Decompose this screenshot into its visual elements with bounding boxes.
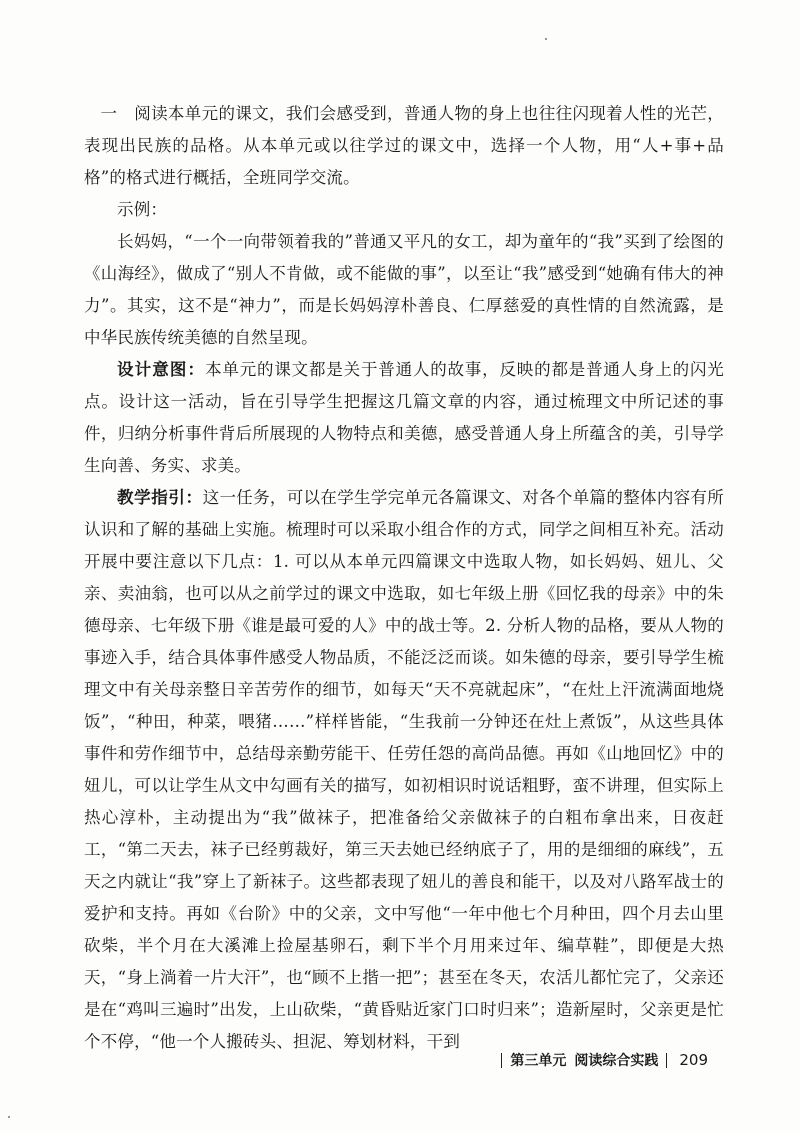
page-footer	[493, 1050, 708, 1070]
task-text: 一 阅读本单元的课文，我们会感受到，普通人物的身上也往往闪现着人性的光芒，表现出民族的品格。从本单元或以往学过的课文中，选择一个人物，用“人+事+品格”的格式进行概括，全班同学交流。	[84, 104, 724, 187]
example-text: 长妈妈，“一个一向带领着我的”普通又平凡的女工，却为童年的“我”买到了绘图的《山海经》，做成了“别人不肯做，或不能做的事”，以至让“我”感受到“她确有伟大的神力”。其实，这不是“神力”，而是长妈妈淳朴善良、仁厚慈爱的真性情的自然流露，是中华民族传统美德的自然呈现。	[84, 232, 724, 347]
task-paragraph	[84, 98, 724, 194]
guide-text: 这一任务，可以在学生学完单元各篇课文、对各个单篇的整体内容有所认识和了解的基础上实施。梳理时可以采取小组合作的方式，同学之间相互补充。活动开展中要注意以下几点：1. 可以从本单元四篇课文中选取人物，如长妈妈、妞儿、父亲、卖油翁，也可以从之前学过的课文中选取，如七年级上册《回忆我的母亲》中的朱德母亲、七年级下册《谁是最可爱的人》中的战士等。2. 分析人物的品格，要从人物的事迹入手，结合具体事件感受人物品质，不能泛泛而谈。如朱德的母亲，要引导学生梳理文中有关母亲整日辛苦劳作的细节，如每天“天不亮就起床”，“在灶上汗流满面地烧饭”，“种田，种菜，喂猪……”样样皆能，“生我前一分钟还在灶上煮饭”，从这些具体事件和劳作细节中，总结母亲勤劳能干、任劳任怨的高尚品德。再如《山地回忆》中的妞儿，可以让学生从文中勾画有关的描写，如初相识时说话粗野，蛮不讲理，但实际上热心淳朴，主动提出为“我”做袜子，把准备给父亲做袜子的白粗布拿出来，日夜赶工，“第二天去，袜子已经剪裁好，第三天去她已经纳底子了，用的是细细的麻线”，五天之内就让“我”穿上了新袜子。这些都表现了妞儿的善良和能干，以及对八路军战士的爱护和支持。再如《台阶》中的父亲，文中写他“一年中他七个月种田，四个月去山里砍柴，半个月在大溪滩上捡屋基卵石，剩下半个月用来过年、编草鞋”，即便是大热天，“身上淌着一片大汗”，也“顾不上揩一把”；甚至在冬天，农活儿都忙完了，父亲还是在“鸡叫三遍时”出发，上山砍柴，“黄昏贴近家门口时归来”；造新屋时，父亲更是忙个不停，“他一个人搬砖头、担泥、筹划材料，干到	[84, 488, 725, 1051]
scan-speck	[8, 1116, 10, 1118]
footer-unit: 第三单元	[510, 1053, 567, 1069]
guide-paragraph	[84, 482, 724, 1058]
footer-section: 阅读综合实践	[574, 1053, 659, 1069]
footer-divider	[666, 1053, 667, 1068]
design-text: 本单元的课文都是关于普通人的故事，反映的都是普通人身上的闪光点。设计这一活动，旨在引导学生把握这几篇文章的内容，通过梳理文中所记述的事件，归纳分析事件背后所展现的人物特点和美德，感受普通人身上所蕴含的美，引导学生向善、务实、求美。	[84, 360, 725, 475]
footer-divider	[501, 1053, 502, 1068]
guide-label: 教学指引：	[117, 488, 203, 507]
example-label: 示例：	[117, 200, 168, 219]
design-label: 设计意图：	[117, 360, 206, 379]
page-number: 209	[679, 1051, 708, 1069]
example-label-paragraph	[84, 194, 724, 226]
example-paragraph	[84, 226, 724, 354]
scan-speck	[545, 38, 547, 40]
body-text	[84, 98, 724, 1058]
design-paragraph	[84, 354, 724, 482]
